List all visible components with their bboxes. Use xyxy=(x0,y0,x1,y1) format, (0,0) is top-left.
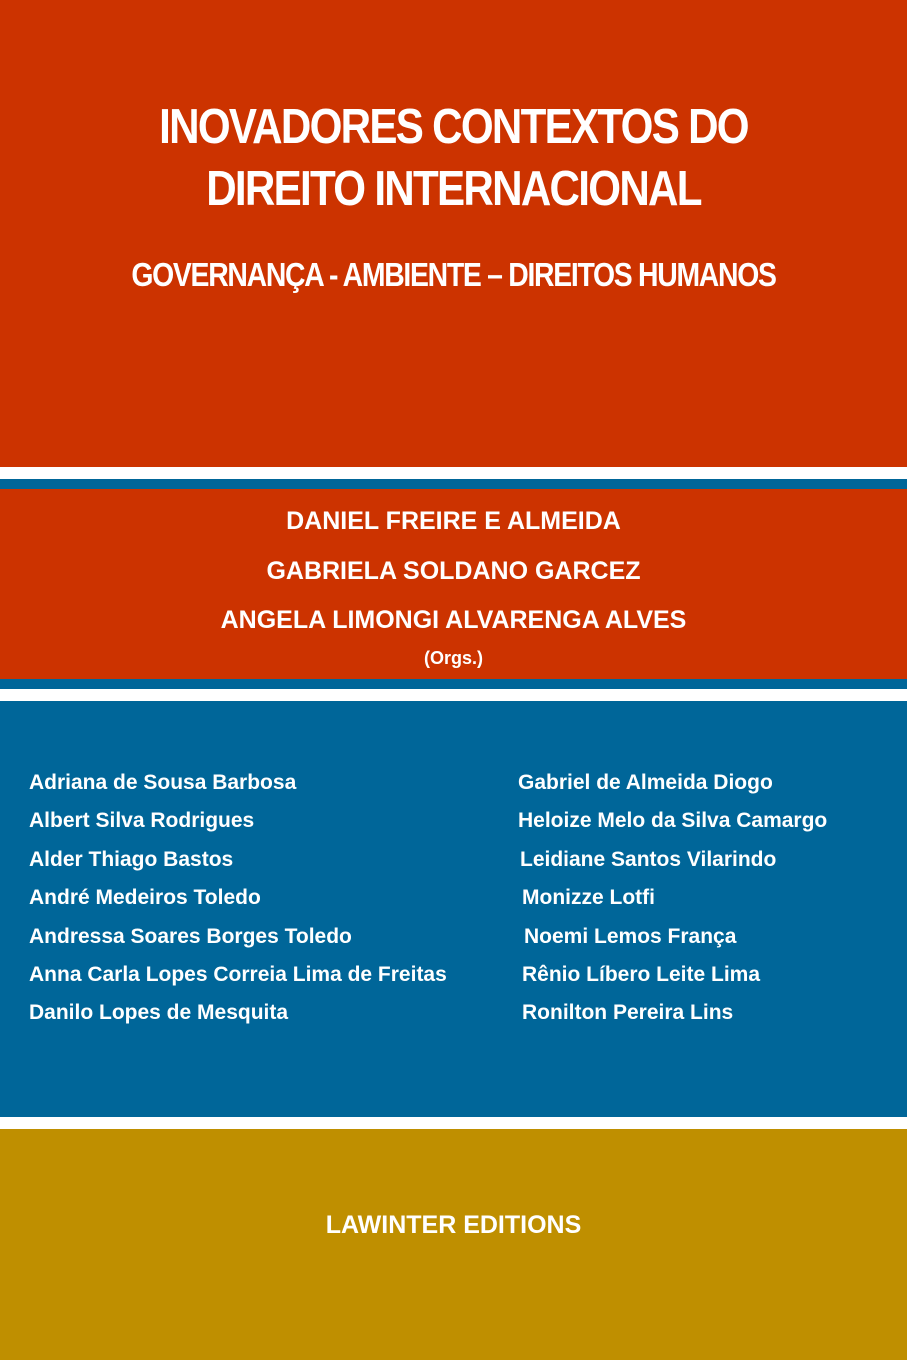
author-name: Ronilton Pereira Lins xyxy=(522,1001,734,1025)
organizer-name: GABRIELA SOLDANO GARCEZ xyxy=(266,557,641,585)
title-line: DIREITO INTERNACIONAL xyxy=(206,162,701,216)
top-red-band xyxy=(0,0,907,467)
author-name: Anna Carla Lopes Correia Lima de Freitas xyxy=(29,962,447,986)
organizers-note: (Orgs.) xyxy=(423,648,483,668)
author-name: Albert Silva Rodrigues xyxy=(29,809,255,833)
author-name: Danilo Lopes de Mesquita xyxy=(29,1001,289,1025)
book-title xyxy=(63,96,843,220)
organizer-name: DANIEL FREIRE E ALMEIDA xyxy=(286,507,621,535)
authors-list-right xyxy=(518,766,827,1035)
author-name: André Medeiros Toledo xyxy=(29,886,261,910)
author-name: Monizze Lotfi xyxy=(522,886,655,910)
publisher-gold-band xyxy=(0,1129,907,1360)
blue-divider-strip xyxy=(0,479,907,489)
author-name: Noemi Lemos França xyxy=(524,924,737,948)
title-line: INOVADORES CONTEXTOS DO xyxy=(159,100,748,154)
author-name: Heloize Melo da Silva Camargo xyxy=(518,809,828,833)
authors-list-left xyxy=(29,766,447,1035)
blue-divider-strip xyxy=(0,679,907,689)
author-name: Rênio Líbero Leite Lima xyxy=(522,962,761,986)
author-name: Leidiane Santos Vilarindo xyxy=(520,847,777,871)
author-name: Andressa Soares Borges Toledo xyxy=(29,924,352,948)
author-name: Adriana de Sousa Barbosa xyxy=(29,771,297,794)
publisher-name: LAWINTER EDITIONS xyxy=(325,1211,582,1239)
book-subtitle: GOVERNANÇA - AMBIENTE – DIREITOS HUMANOS xyxy=(131,256,776,293)
author-name: Alder Thiago Bastos xyxy=(29,847,234,871)
author-name: Gabriel de Almeida Diogo xyxy=(518,771,773,794)
organizer-name: ANGELA LIMONGI ALVARENGA ALVES xyxy=(220,606,687,634)
